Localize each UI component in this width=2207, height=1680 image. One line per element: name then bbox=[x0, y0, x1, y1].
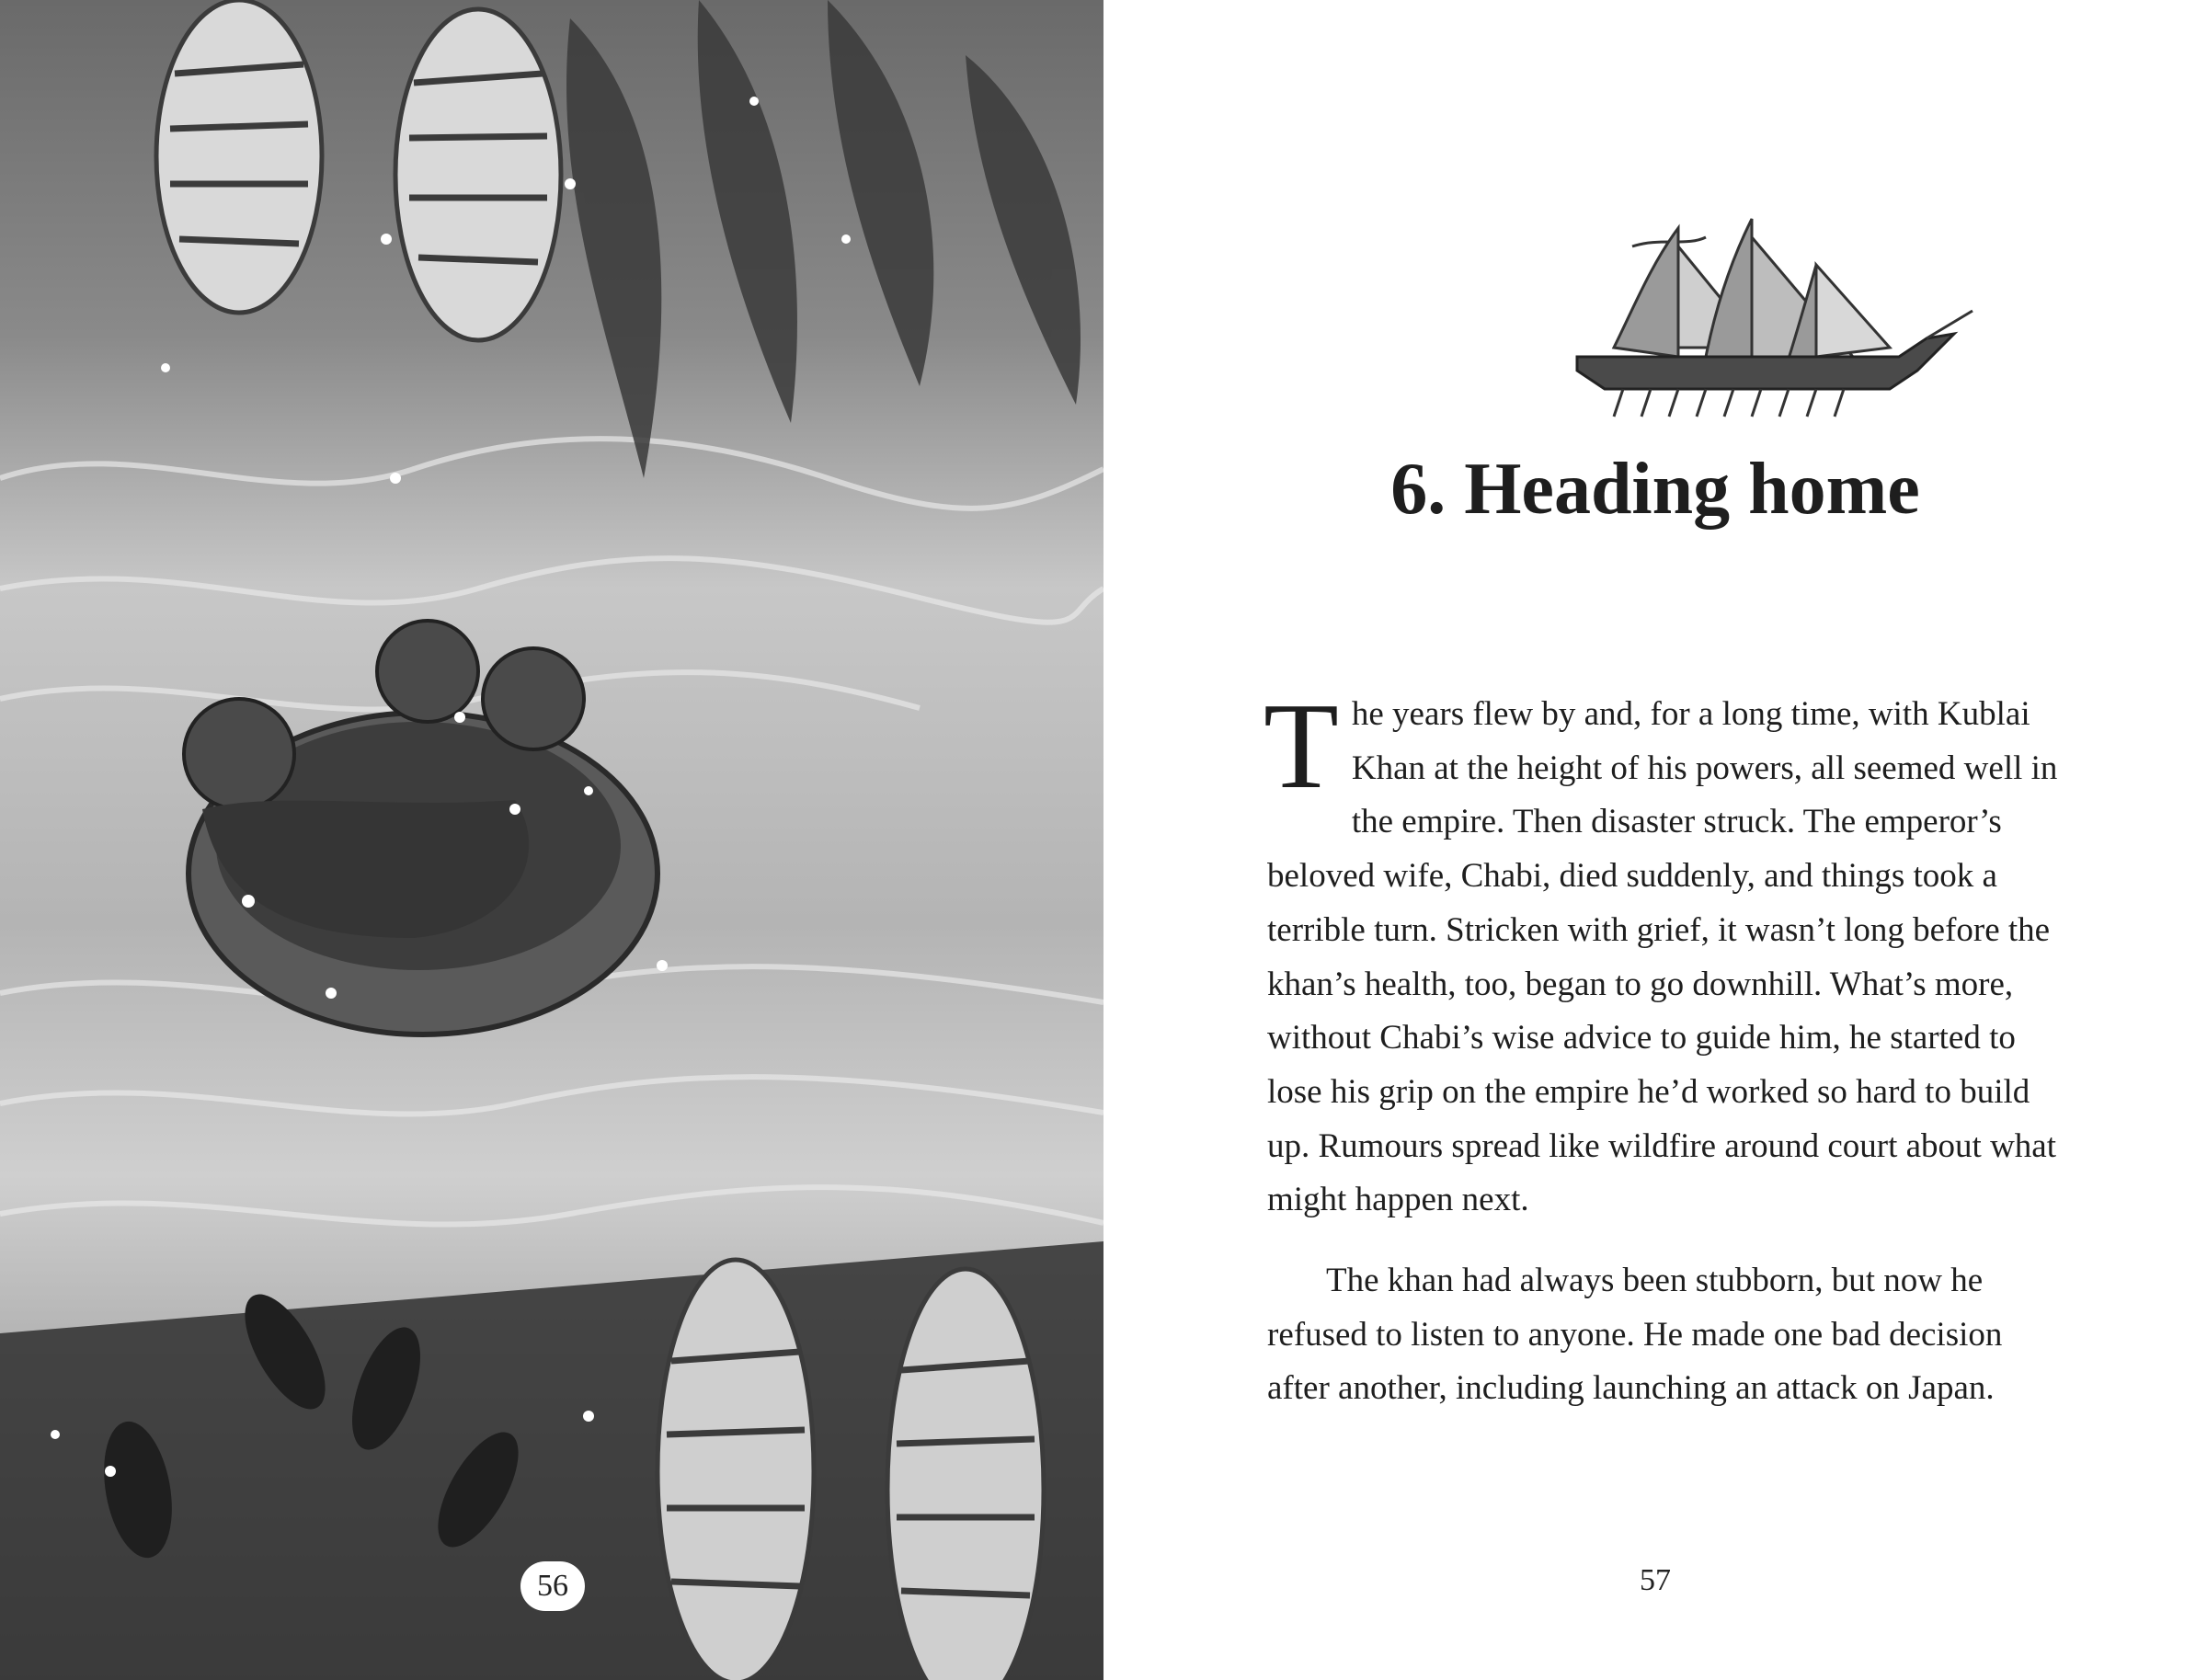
body-text bbox=[1264, 678, 2067, 1416]
page-number-left: 56 bbox=[520, 1561, 585, 1611]
paragraph bbox=[1264, 678, 2067, 1228]
chapter-title: 6. Heading home bbox=[1390, 449, 1920, 530]
paragraph: The khan had always been stubborn, but now he refused to listen to anyone. He made one bad decision after another, including launching an attack on Japan. bbox=[1267, 1262, 2003, 1408]
page-number-right: 57 bbox=[1640, 1563, 1671, 1597]
paragraph-1-text: he years flew by and, for a long time, with Kublai Khan at the height of his powers, all seemed well in the empire. Then disaster struck. The emperor’s beloved wife, Chabi, died suddenly, and things took a terrible turn. Stricken with grief, it wasn’t long before the khan’s health, too, began to go downhill. What’s more, without Chabi’s wise advice to guide him, he started to lose his grip on the empire he’d worked so hard to build up. Rumours spread like wildfire around court about what might happen next. bbox=[1267, 695, 2058, 1219]
sailing-ship-icon bbox=[1522, 210, 1982, 430]
text-page-right bbox=[1104, 0, 2207, 1680]
drop-cap: T bbox=[1264, 678, 1339, 814]
